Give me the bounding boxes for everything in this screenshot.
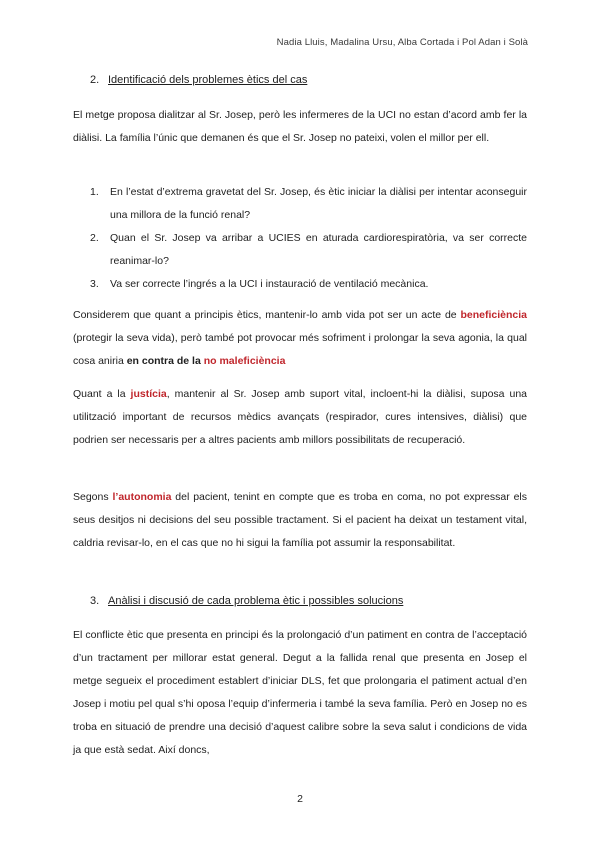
text-run: del pacient, tenint en compte que es troba en coma, no pot expressar els seus desitjos ni decisions del seu possible tractament. Si el pacient ha deixat un testament vital, caldria revisar-lo, en el cas que no hi sigui la família pot assumir la responsabilitat. (73, 491, 527, 549)
list-item-text: Va ser correcte l’ingrés a la UCI i instauració de ventilació mecànica. (110, 278, 429, 290)
section-number: 3. (90, 595, 100, 607)
ethical-questions-list (90, 181, 527, 296)
text-run: , mantenir al Sr. Josep amb suport vital, incloent-hi la diàlisi, suposa una utilització important de recursos mèdics avançats (respirador, cures intensives, diàlisi) que podrien ser necessaris per a altres pacients amb millors possibilitats de recuperació. (73, 388, 527, 446)
highlight-autonomia: l’autonomia (112, 491, 172, 503)
section-2-heading (90, 74, 307, 86)
page-header-authors: Nadia Lluis, Madalina Ursu, Alba Cortada i Pol Adan i Solà (276, 37, 528, 48)
intro-paragraph: El metge proposa dialitzar al Sr. Josep, però les infermeres de la UCI no estan d’acord amb fer la diàlisi. La família l’únic que demanen és que el Sr. Josep no pateixi, volen el millor per ell. (73, 109, 527, 144)
beneficence-paragraph (73, 304, 527, 373)
text-run: Quant a la (73, 388, 131, 400)
conflict-paragraph: El conflicte ètic que presenta en principi és la prolongació d’un patiment en contra de l’acceptació d’un tractament per millorar estat general. Degut a la fallida renal que presenta en Josep el metge segueix el procediment establert d’iniciar DLS, fet que prolongaria el patiment actual d’en Josep i motiu pel qual s’hi oposa l’equip d’infermeria i també la seva família. Però en Josep no es troba en situació de prendre una decisió d’aquest calibre sobre la seva salut i condicions de vida ja que està sedat. Així doncs, (73, 629, 527, 756)
bold-text: en contra de la (126, 355, 201, 367)
text-run: Considerem que quant a principis ètics, mantenir-lo amb vida pot ser un acte de (73, 309, 461, 321)
section-number: 2. (90, 74, 100, 86)
section-title: Identificació dels problemes ètics del cas (108, 74, 308, 86)
list-item (90, 273, 527, 296)
list-item-number: 1. (90, 186, 99, 198)
list-item-number: 2. (90, 232, 99, 244)
autonomy-paragraph (73, 486, 527, 555)
list-item (90, 227, 527, 273)
highlight-justicia: justícia (130, 388, 167, 400)
section-title: Anàlisi i discusió de cada problema ètic i possibles solucions (108, 595, 404, 607)
highlight-beneficiencia: beneficiència (460, 309, 527, 321)
text-run: (protegir la seva vida), però també pot provocar més sofriment i prolongar la seva agonia, la qual cosa aniria (73, 332, 527, 367)
list-item-text: En l’estat d’extrema gravetat del Sr. Josep, és ètic iniciar la diàlisi per intentar aconseguir una millora de la funció renal? (110, 186, 527, 221)
section-3-heading (90, 595, 403, 607)
text-run: Segons (73, 491, 113, 503)
page-number: 2 (297, 793, 303, 805)
highlight-no-maleficiencia: no maleficiència (200, 355, 286, 367)
list-item-text: Quan el Sr. Josep va arribar a UCIES en aturada cardiorespiratòria, va ser correcte reanimar-lo? (110, 232, 527, 267)
list-item (90, 181, 527, 227)
justice-paragraph (73, 383, 527, 452)
list-item-number: 3. (90, 278, 99, 290)
